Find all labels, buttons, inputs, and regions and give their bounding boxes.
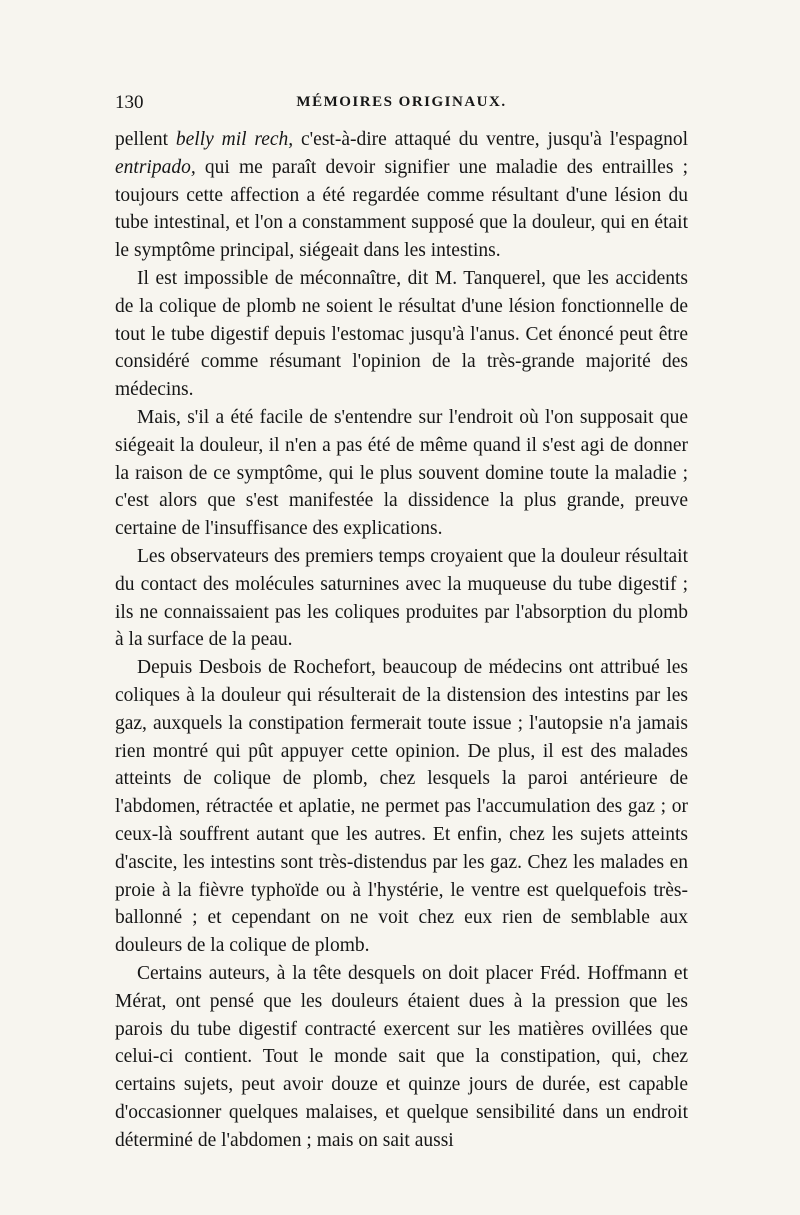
text-segment: c'est-à-dire attaqué du ventre, jusqu'à l'espagnol (293, 129, 688, 150)
paragraph-3: Mais, s'il a été facile de s'entendre sur l'endroit où l'on supposait que siégeait la douleur, il n'en a pas été de même quand il s'est agi de donner la raison de ce symptôme, qui le plus souvent domine toute la maladie ; c'est alors que s'est manifestée la dissidence la plus grande, preuve certaine de l'insuffisance des explications. (115, 406, 688, 540)
italic-phrase-english: belly mil rech, (175, 129, 294, 150)
running-head (115, 92, 688, 126)
paragraph-2: Il est impossible de méconnaître, dit M. Tanquerel, que les accidents de la colique de plomb ne soient le résultat d'une lésion fonctionnelle de tout le tube digestif depuis l'estomac jusqu'à l'anus. Cet énoncé peut être considéré comme résumant l'opinion de la très-grande majorité des médecins. (115, 267, 688, 401)
text-segment: qui me paraît devoir signifier une maladie des entrailles ; toujours cette affection a été regardée comme résultant d'une lésion du tube intestinal, et l'on a constamment supposé que la douleur, qui en était le symptôme principal, siégeait dans les intestins. (115, 156, 688, 262)
journal-title: MÉMOIRES ORIGINAUX. (296, 94, 507, 110)
paragraph-4: Les observateurs des premiers temps croyaient que la douleur résultait du contact des molécules saturnines avec la muqueuse du tube digestif ; ils ne connaissaient pas les coliques produites par l'absorption du plomb à la surface de la peau. (115, 545, 688, 651)
italic-phrase-spanish: entripado, (115, 156, 196, 178)
paragraph-6: Certains auteurs, à la tête desquels on doit placer Fréd. Hoffmann et Mérat, ont pensé que les douleurs étaient dues à la pression que les parois du tube digestif contracté exercent sur les matières ovillées que celui-ci contient. Tout le monde sait que la constipation, qui, chez certains sujets, peut avoir douze et quinze jours de durée, est capable d'occasionner quelques malaises, et quelque sensibilité dans un endroit déterminé de l'abdomen ; mais on sait aussi (115, 962, 688, 1151)
paragraph-1 (115, 126, 688, 265)
page-number: 130 (115, 92, 144, 113)
paragraph-5: Depuis Desbois de Rochefort, beaucoup de médecins ont attribué les coliques à la douleur qui résulterait de la distension des intestins par les gaz, auxquels la constipation fermerait toute issue ; l'autopsie n'a jamais rien montré qui pût appuyer cette opinion. De plus, il est des malades atteints de colique de plomb, chez lesquels la paroi antérieure de l'abdomen, rétractée et aplatie, ne permet pas l'accumulation des gaz ; or ceux-là souffrent autant que les autres. Et enfin, chez les sujets atteints d'ascite, les intestins sont très-distendus par les gaz. Chez les malades en proie à la fièvre typhoïde ou à l'hystérie, le ventre est quelquefois très-ballonné ; et cependant on ne voit chez eux rien de semblable aux douleurs de la colique de plomb. (115, 657, 688, 957)
text-segment: pellent (115, 129, 176, 150)
